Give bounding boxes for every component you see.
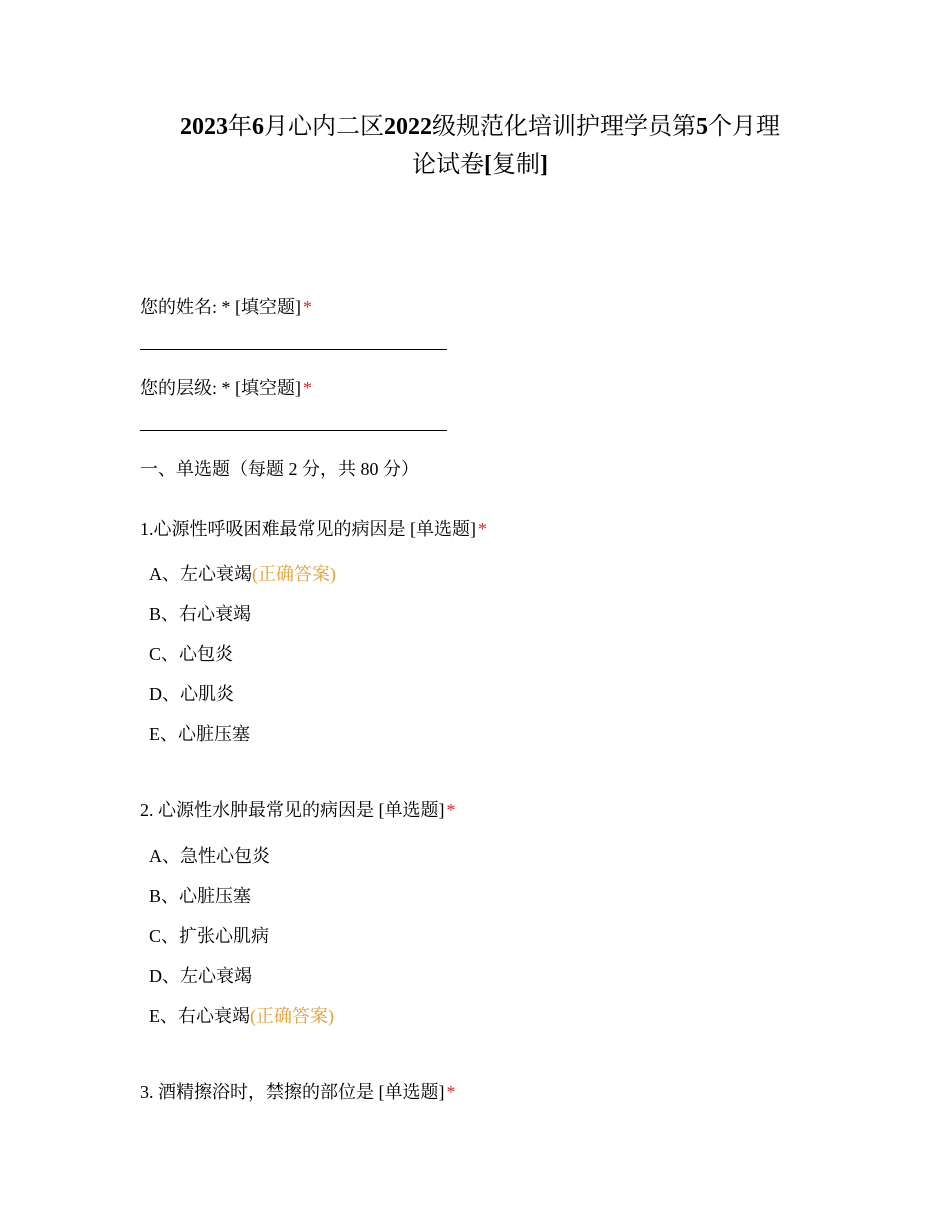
required-mark: * <box>446 800 456 820</box>
page-title <box>140 108 820 184</box>
page-title-line-2: 论试卷[复制] <box>412 152 548 178</box>
level-field-label: 您的层级: * [填空题] * <box>140 378 312 398</box>
name-answer-line[interactable] <box>140 349 447 350</box>
question-2-option-c[interactable]: C、扩张心肌病 <box>149 926 270 946</box>
question-1-option-d[interactable]: D、心肌炎 <box>149 684 234 704</box>
required-mark: * <box>478 519 487 539</box>
section-heading: 一、单选题（每题 2 分，共 80 分） <box>140 459 419 479</box>
name-field-label: 您的姓名: * [填空题] * <box>140 297 312 317</box>
question-2-text: 2. 心源性水肿最常见的病因是 [单选题] * <box>140 800 456 820</box>
correct-answer-tag: (正确答案) <box>250 1006 334 1026</box>
page-title-line-1: 2023年6月心内二区2022级规范化培训护理学员第5个月理 <box>180 114 780 140</box>
question-1-option-b[interactable]: B、右心衰竭 <box>149 604 252 624</box>
question-1-text: 1.心源性呼吸困难最常见的病因是 [单选题] * <box>140 519 487 539</box>
question-3-text: 3. 酒精擦浴时，禁擦的部位是 [单选题] * <box>140 1082 456 1102</box>
correct-answer-tag: (正确答案) <box>252 564 336 584</box>
question-2-option-b[interactable]: B、心脏压塞 <box>149 886 252 906</box>
question-2-option-d[interactable]: D、左心衰竭 <box>149 966 252 986</box>
question-2-option-a[interactable]: A、急性心包炎 <box>149 846 270 866</box>
required-mark: * <box>446 1082 456 1102</box>
question-2-option-e[interactable]: E、右心衰竭(正确答案) <box>149 1006 334 1026</box>
required-mark: * <box>303 297 312 317</box>
required-mark: * <box>303 378 312 398</box>
question-1-option-a[interactable]: A、左心衰竭(正确答案) <box>149 564 336 584</box>
question-1-option-e[interactable]: E、心脏压塞 <box>149 724 250 744</box>
question-1-option-c[interactable]: C、心包炎 <box>149 644 234 664</box>
level-answer-line[interactable] <box>140 430 447 431</box>
